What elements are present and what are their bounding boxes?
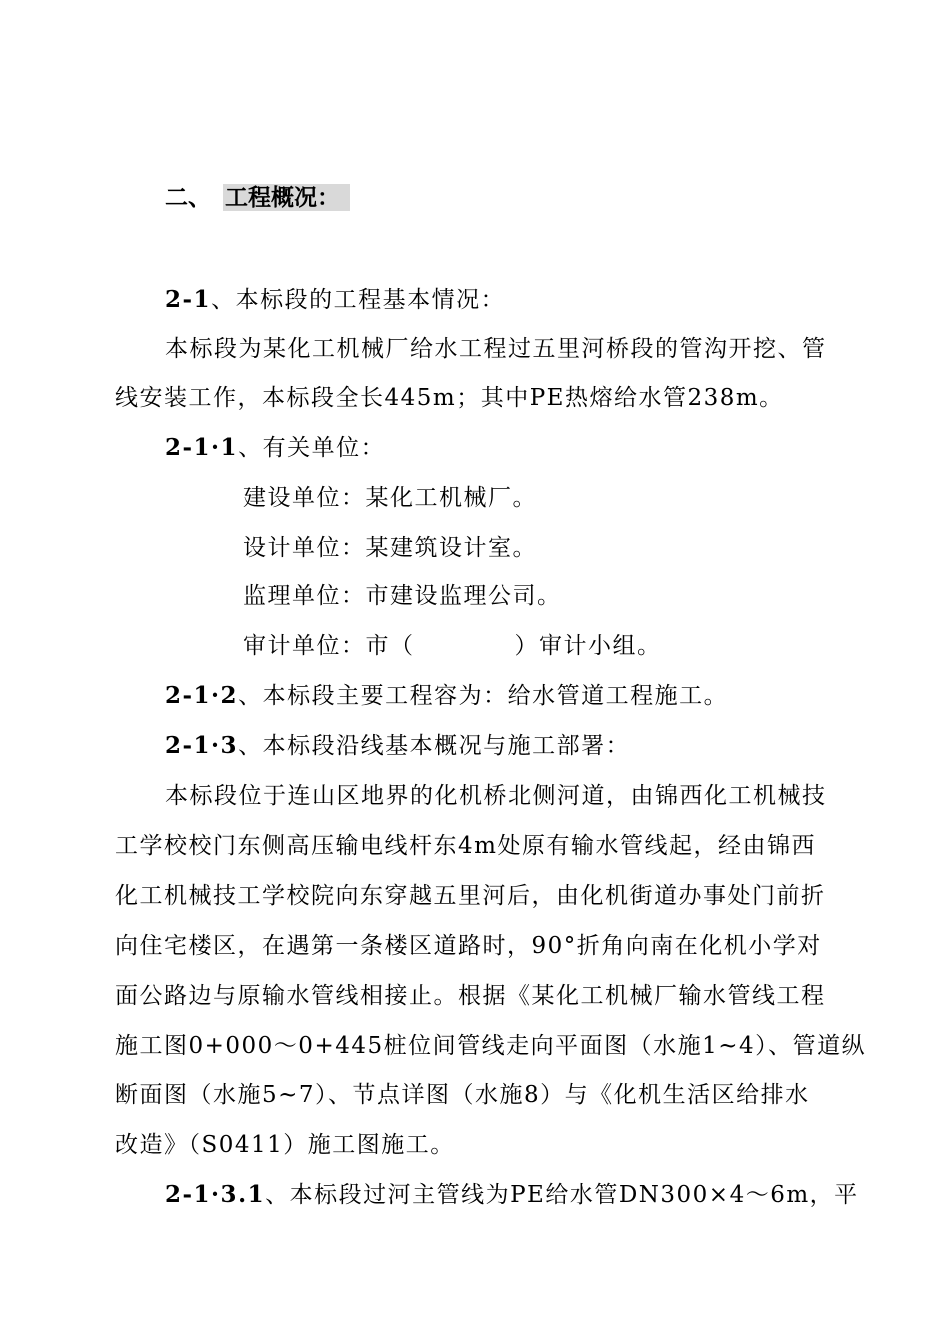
- paragraph-line: 面公路边与原输水管线相接止。根据《某化工机械厂输水管线工程: [115, 983, 826, 1009]
- subsection-number: 2-1·3.1: [165, 1181, 266, 1208]
- subsection-number: 2-1·3: [165, 732, 239, 759]
- subsection-title: 、本标段主要工程容为：给水管道工程施工。: [238, 683, 729, 709]
- unit-line-supervision: 监理单位：市建设监理公司。: [243, 583, 562, 609]
- subsection-heading-2-1-2: [165, 681, 728, 711]
- section-heading: [165, 183, 350, 213]
- paragraph-line: 本标段位于连山区地界的化机桥北侧河道，由锦西化工机械技: [165, 783, 827, 809]
- paragraph-line: 本标段为某化工机械厂给水工程过五里河桥段的管沟开挖、管: [165, 336, 827, 362]
- subsection-heading-2-1-3: [165, 731, 630, 761]
- subsection-number: 2-1: [165, 286, 212, 313]
- paragraph-line: 工学校校门东侧高压输电线杆东4m处原有输水管线起，经由锦西: [115, 833, 816, 859]
- paragraph-line: 线安装工作，本标段全长445m；其中PE热熔给水管238m。: [115, 385, 784, 411]
- subsection-title: 、本标段的工程基本情况：: [211, 287, 506, 313]
- section-title: 工程概况：: [223, 184, 350, 211]
- unit-line-audit: [243, 631, 662, 661]
- subsection-heading-2-1-3-1: [165, 1180, 859, 1210]
- subsection-heading-2-1: [165, 285, 505, 315]
- paragraph-line: 改造》（S0411）施工图施工。: [115, 1132, 455, 1158]
- subsection-heading-2-1-1: [165, 433, 385, 463]
- unit-line-design: 设计单位：某建筑设计室。: [243, 535, 537, 561]
- audit-prefix: 审计单位：市（: [243, 633, 415, 659]
- subsection-title: 、本标段过河主管线为PE给水管DN300×4～6m，平: [265, 1182, 859, 1208]
- paragraph-line: 施工图0+000～0+445桩位间管线走向平面图（水施1~4）、管道纵: [115, 1033, 867, 1059]
- section-number: 二、: [165, 184, 211, 211]
- unit-line-construction: 建设单位：某化工机械厂。: [243, 485, 537, 511]
- subsection-number: 2-1·2: [165, 682, 239, 709]
- audit-suffix: ）审计小组。: [514, 633, 662, 659]
- paragraph-line: 向住宅楼区，在遇第一条楼区道路时，90°折角向南在化机小学对: [115, 933, 822, 959]
- paragraph-line: 化工机械技工学校院向东穿越五里河后，由化机街道办事处门前折: [115, 883, 826, 909]
- subsection-number: 2-1·1: [165, 434, 239, 461]
- subsection-title: 、本标段沿线基本概况与施工部署：: [238, 733, 631, 759]
- subsection-title: 、有关单位：: [238, 435, 386, 461]
- paragraph-line: 断面图（水施5~7）、节点详图（水施8）与《化机生活区给排水: [115, 1082, 810, 1108]
